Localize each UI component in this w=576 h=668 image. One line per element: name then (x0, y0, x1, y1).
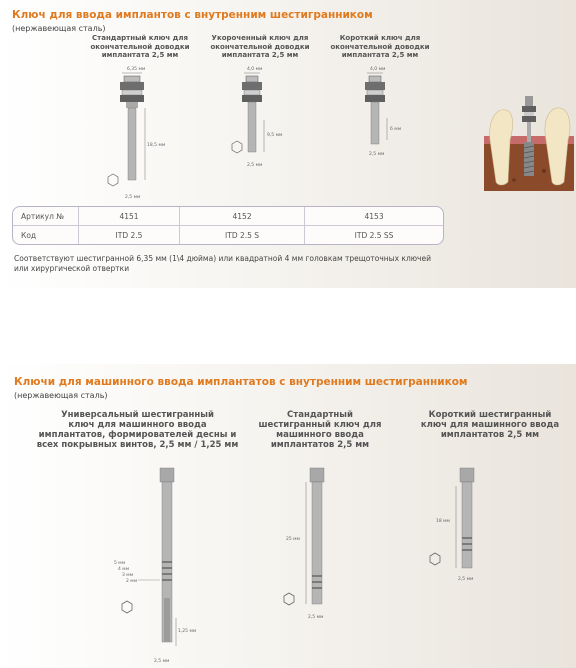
panel-subtitle: (нержавеющая сталь) (12, 24, 106, 33)
svg-text:6,35 мм: 6,35 мм (127, 67, 146, 72)
svg-text:3 мм: 3 мм (122, 573, 134, 578)
table-cell: 4152 (180, 207, 305, 226)
panel-subtitle: (нержавеющая сталь) (14, 391, 108, 400)
driver-universal-illustration (110, 468, 210, 668)
table-row-code (13, 226, 443, 244)
svg-text:6 мм: 6 мм (390, 127, 402, 132)
implant-driver-panel (0, 0, 576, 288)
product-caption-universal: Универсальный шестигранный ключ для машинного ввода имплантатов, формирователей десны и всех покрывных винтов, 2,5 мм / 1,25 мм (36, 410, 239, 450)
table-cell: ITD 2.5 SS (354, 230, 394, 240)
driver-short-illustration (345, 62, 425, 162)
svg-text:1,25 мм: 1,25 мм (178, 629, 197, 634)
svg-text:4 мм: 4 мм (118, 567, 130, 572)
svg-text:2 мм: 2 мм (126, 579, 138, 584)
svg-text:4,0 мм: 4,0 мм (247, 67, 263, 72)
svg-text:2,5 мм: 2,5 мм (308, 615, 324, 620)
svg-text:2,5 мм: 2,5 мм (247, 163, 263, 168)
driver-short-machine-illustration (430, 468, 510, 588)
svg-text:2,5 мм: 2,5 мм (458, 577, 474, 582)
table-cell: ITD 2.5 (79, 226, 180, 244)
product-caption-shortened: Укороченный ключ для окончательной доводки имплантата 2,5 мм (210, 34, 310, 59)
spec-table (12, 206, 444, 245)
driver-shortened-illustration (220, 62, 300, 172)
implant-in-jaw-illustration (484, 96, 574, 196)
svg-text:4,0 мм: 4,0 мм (370, 67, 386, 72)
svg-text:5 мм: 5 мм (114, 561, 126, 566)
svg-text:2,5 мм: 2,5 мм (369, 152, 385, 157)
table-cell: 4151 (79, 207, 180, 226)
table-cell: 4153 (305, 207, 443, 226)
svg-text:2,5 мм: 2,5 мм (154, 659, 170, 664)
compatibility-note: Соответствуют шестигранной 6,35 мм (1\4 дюйма) или квадратной 4 мм головкам трещоточных ключей или хирургической отвертки (14, 254, 431, 273)
product-caption-standard: Стандартный ключ для окончательной доводки имплантата 2,5 мм (90, 34, 190, 59)
svg-text:2,5 мм: 2,5 мм (125, 195, 141, 200)
svg-text:25 мм: 25 мм (286, 537, 300, 542)
panel-title: Ключи для машинного ввода имплантатов с внутренним шестигранником (14, 376, 468, 388)
table-cell-label: Артикул № (13, 207, 79, 226)
svg-text:18 мм: 18 мм (436, 519, 450, 524)
svg-text:9,5 мм: 9,5 мм (267, 133, 283, 138)
table-row-article (13, 207, 443, 226)
machine-driver-panel (0, 364, 576, 668)
product-caption-short-machine: Короткий шестигранный ключ для машинного ввода имплантатов 2,5 мм (420, 410, 560, 440)
product-caption-short: Короткий ключ для окончательной доводки имплантата 2,5 мм (330, 34, 430, 59)
table-cell: ITD 2.5 S (180, 226, 305, 244)
panel-title: Ключ для ввода имплантов с внутренним шестигранником (12, 9, 373, 21)
driver-standard-illustration (100, 62, 180, 202)
table-cell-label: Код (13, 226, 79, 244)
svg-text:18,5 мм: 18,5 мм (147, 143, 166, 148)
driver-standard-machine-illustration (280, 468, 360, 628)
product-caption-standard-machine: Стандартный шестигранный ключ для машинного ввода имплантатов 2,5 мм (258, 410, 382, 450)
